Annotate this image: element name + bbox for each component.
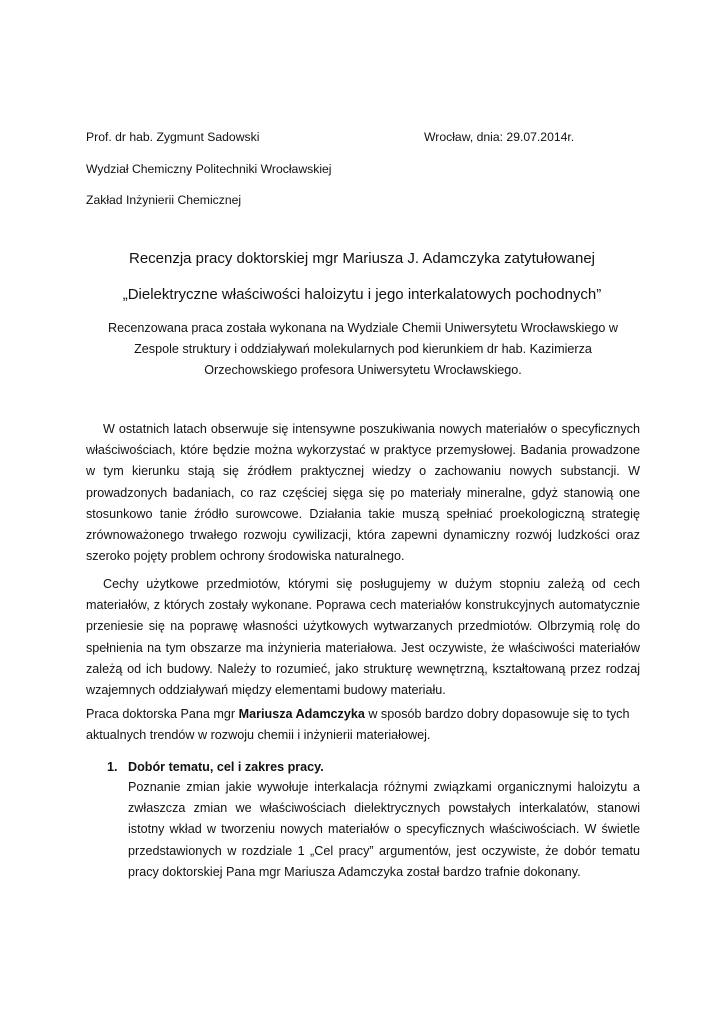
author-line: Prof. dr hab. Zygmunt Sadowski [86, 130, 260, 144]
intro-line-1: Recenzowana praca została wykonana na Wydziale Chemii Uniwersytetu Wrocławskiego w [108, 321, 618, 335]
paragraph-3-end: w sposób bardzo dobry dopasowuje się to tych aktualnych trendów w rozwoju chemii i inżynierii materiałowej. [86, 707, 630, 743]
section-1-number: 1. [107, 760, 118, 774]
section-1-title: Dobór tematu, cel i zakres pracy. [128, 760, 324, 774]
intro-block [86, 318, 640, 381]
paragraph-2: Cechy użytkowe przedmiotów, którymi się posługujemy w dużym stopniu zależą od cech materiałów, z których zostały wykonane. Poprawa cech materiałów konstrukcyjnych automatycznie przeniesie się na poprawę własności użytkowych wytwarzanych przedmiotów. Olbrzymią rolę do spełnienia na tym obszarze ma inżynieria materiałowa. Jest oczywiste, że właściwości materiałów zależą od ich budowy. Należy to rozumieć, jako strukturę wewnętrzną, kształtowaną przez rodzaj wzajemnych oddziaływań między elementami budowy materiału. [86, 577, 640, 698]
intro-line-3: Orzechowskiego profesora Uniwersytetu Wrocławskiego. [204, 363, 522, 377]
department-line: Zakład Inżynierii Chemicznej [86, 193, 242, 207]
paragraph-3-start: Praca doktorska Pana mgr [86, 707, 239, 721]
paragraph-1: W ostatnich latach obserwuje się intensywne poszukiwania nowych materiałów o specyficznych właściwościach, które będzie można wykorzystać w praktyce przemysłowej. Badania prowadzone w tym kierunku stają się źródłem praktycznej wiedzy o zachowaniu nowych substancji. W prowadzonych badaniach, co raz częściej sięga się po materiały mineralne, gdyż stanowią one stosunkowo tanie źródło surowcowe. Działania takie muszą spełniać proekologiczną strategię zrównoważonego trwałego rozwoju cywilizacji, która zapewni dynamiczny rozwój ludzkości oraz szeroko pojęty problem ochrony środowiska naturalnego. [86, 422, 640, 564]
intro-line-2: Zespole struktury i oddziaływań molekularnych pod kierunkiem dr hab. Kazimierza [134, 342, 592, 356]
faculty-line: Wydział Chemiczny Politechniki Wrocławskiej [86, 162, 332, 176]
review-title: Recenzja pracy doktorskiej mgr Mariusza J. Adamczyka zatytułowanej [128, 250, 596, 267]
paragraph-3 [86, 704, 640, 746]
place-date: Wrocław, dnia: 29.07.2014r. [424, 130, 575, 144]
candidate-name: Mariusza Adamczyka [238, 707, 365, 721]
section-1-text: Poznanie zmian jakie wywołuje interkalacja różnymi związkami organicznymi haloizytu a zwłaszcza zmian we właściwościach dielektrycznych powstałych interkalatów, stanowi istotny wkład w tworzeniu nowych materiałów o specyficznych właściwościach. W świetle przedstawionych w rozdziale 1 „Cel pracy” argumentów, jest oczywiste, że dobór tematu pracy doktorskiej Pana mgr Mariusza Adamczyka został bardzo trafnie dokonany. [128, 780, 640, 879]
thesis-title: „Dielektryczne właściwości haloizytu i jego interkalatowych pochodnych” [122, 286, 602, 303]
